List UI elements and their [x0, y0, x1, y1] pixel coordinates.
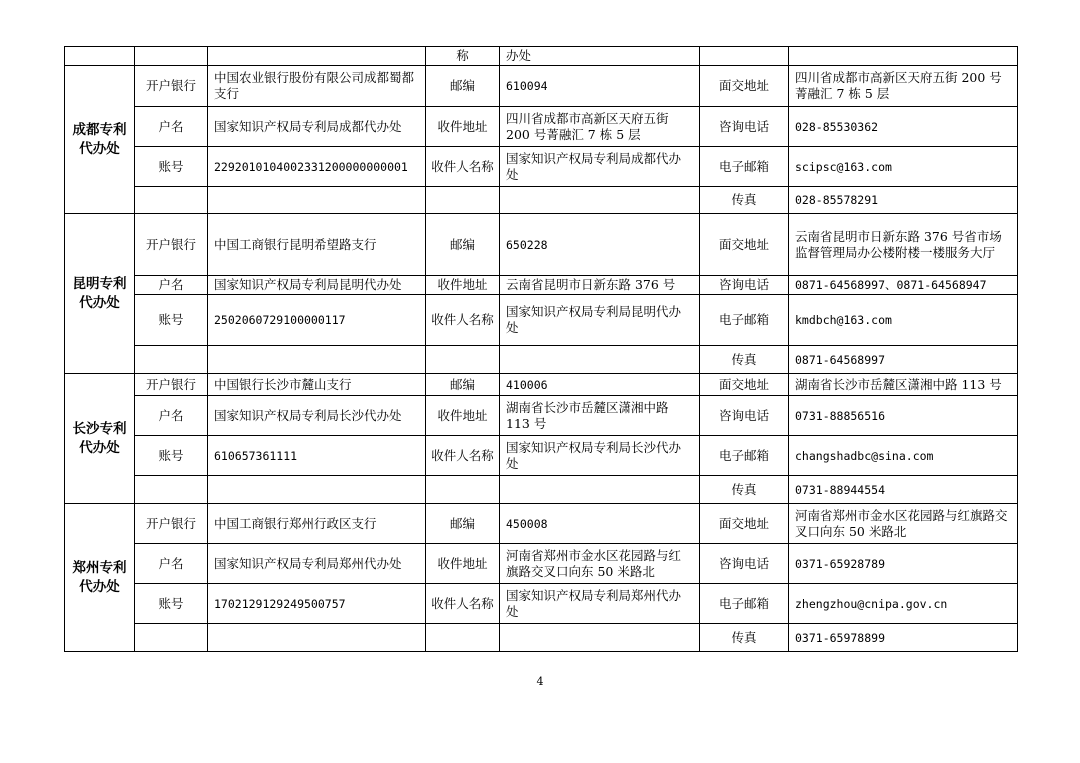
- label-recipient: 收件人名称: [426, 584, 500, 624]
- label-recipient: 收件人名称: [426, 147, 500, 187]
- label-account-name: 户名: [135, 544, 208, 584]
- mail-address-value: 云南省昆明市日新东路 376 号: [500, 276, 700, 295]
- label-phone: 咨询电话: [700, 107, 789, 147]
- label-account-number: 账号: [135, 147, 208, 187]
- label-visit-address: 面交地址: [700, 374, 789, 396]
- label-phone: 咨询电话: [700, 276, 789, 295]
- phone-value: 0371-65928789: [789, 544, 1018, 584]
- office-name-zhengzhou: 郑州专利代办处: [65, 504, 135, 652]
- label-bank: 开户银行: [135, 214, 208, 276]
- label-visit-address: 面交地址: [700, 504, 789, 544]
- fax-value: 0871-64568997: [789, 346, 1018, 374]
- label-postcode: 邮编: [426, 374, 500, 396]
- label-email: 电子邮箱: [700, 584, 789, 624]
- table-row: [65, 544, 1018, 584]
- account-number-value: 2502060729100000117: [208, 295, 426, 346]
- phone-value: 028-85530362: [789, 107, 1018, 147]
- label-recipient: 收件人名称: [426, 295, 500, 346]
- phone-value: 0731-88856516: [789, 396, 1018, 436]
- label-mail-address: 收件地址: [426, 396, 500, 436]
- label-mail-address: 收件地址: [426, 107, 500, 147]
- label-account-name: 户名: [135, 276, 208, 295]
- blank-cell: [426, 476, 500, 504]
- blank-cell: [500, 187, 700, 214]
- blank-cell: [65, 47, 135, 66]
- recipient-value: 国家知识产权局专利局郑州代办处: [500, 584, 700, 624]
- blank-cell: [208, 47, 426, 66]
- table-row: [65, 624, 1018, 652]
- label-fax: 传真: [700, 346, 789, 374]
- page-number: 4: [536, 675, 544, 688]
- postcode-value: 410006: [500, 374, 700, 396]
- bank-value: 中国银行长沙市麓山支行: [208, 374, 426, 396]
- table-row: [65, 147, 1018, 187]
- blank-cell: [208, 476, 426, 504]
- blank-cell: [426, 187, 500, 214]
- office-name-kunming: 昆明专利代办处: [65, 214, 135, 374]
- table-row: [65, 66, 1018, 107]
- blank-cell: [208, 624, 426, 652]
- recipient-value: 国家知识产权局专利局长沙代办处: [500, 436, 700, 476]
- email-value: changshadbc@sina.com: [789, 436, 1018, 476]
- label-email: 电子邮箱: [700, 436, 789, 476]
- table-row: [65, 504, 1018, 544]
- recipient-value: 国家知识产权局专利局成都代办处: [500, 147, 700, 187]
- account-number-value: 2292010104002331200000000001: [208, 147, 426, 187]
- label-visit-address: 面交地址: [700, 214, 789, 276]
- blank-cell: [789, 47, 1018, 66]
- table-row: [65, 187, 1018, 214]
- table-row: [65, 476, 1018, 504]
- visit-address-value: 四川省成都市高新区天府五街 200 号菁融汇 7 栋 5 层: [789, 66, 1018, 107]
- blank-cell: [500, 476, 700, 504]
- account-name-value: 国家知识产权局专利局长沙代办处: [208, 396, 426, 436]
- blank-cell: [500, 624, 700, 652]
- label-fax: 传真: [700, 624, 789, 652]
- table-row-continuation: [65, 47, 1018, 66]
- account-name-value: 国家知识产权局专利局昆明代办处: [208, 276, 426, 295]
- mail-address-value: 湖南省长沙市岳麓区潇湘中路 113 号: [500, 396, 700, 436]
- table-row: [65, 214, 1018, 276]
- continuation-value: 办处: [500, 47, 700, 66]
- blank-cell: [208, 187, 426, 214]
- label-postcode: 邮编: [426, 66, 500, 107]
- account-number-value: 1702129129249500757: [208, 584, 426, 624]
- postcode-value: 450008: [500, 504, 700, 544]
- table-row: [65, 584, 1018, 624]
- fax-value: 0731-88944554: [789, 476, 1018, 504]
- phone-value: 0871-64568997、0871-64568947: [789, 276, 1018, 295]
- label-visit-address: 面交地址: [700, 66, 789, 107]
- label-bank: 开户银行: [135, 504, 208, 544]
- label-recipient: 收件人名称: [426, 436, 500, 476]
- visit-address-value: 河南省郑州市金水区花园路与红旗路交叉口向东 50 米路北: [789, 504, 1018, 544]
- table-row: [65, 346, 1018, 374]
- email-value: scipsc@163.com: [789, 147, 1018, 187]
- email-value: kmdbch@163.com: [789, 295, 1018, 346]
- label-bank: 开户银行: [135, 66, 208, 107]
- mail-address-value: 四川省成都市高新区天府五街 200 号菁融汇 7 栋 5 层: [500, 107, 700, 147]
- mail-address-value: 河南省郑州市金水区花园路与红旗路交叉口向东 50 米路北: [500, 544, 700, 584]
- fax-value: 0371-65978899: [789, 624, 1018, 652]
- label-postcode: 邮编: [426, 214, 500, 276]
- blank-cell: [500, 346, 700, 374]
- postcode-value: 650228: [500, 214, 700, 276]
- visit-address-value: 云南省昆明市日新东路 376 号省市场监督管理局办公楼附楼一楼服务大厅: [789, 214, 1018, 276]
- label-account-number: 账号: [135, 436, 208, 476]
- account-name-value: 国家知识产权局专利局成都代办处: [208, 107, 426, 147]
- visit-address-value: 湖南省长沙市岳麓区潇湘中路 113 号: [789, 374, 1018, 396]
- office-name-chengdu: 成都专利代办处: [65, 66, 135, 214]
- label-mail-address: 收件地址: [426, 276, 500, 295]
- label-email: 电子邮箱: [700, 147, 789, 187]
- table-row: [65, 107, 1018, 147]
- office-name-changsha: 长沙专利代办处: [65, 374, 135, 504]
- label-account-number: 账号: [135, 295, 208, 346]
- continuation-label: 称: [426, 47, 500, 66]
- label-fax: 传真: [700, 476, 789, 504]
- account-name-value: 国家知识产权局专利局郑州代办处: [208, 544, 426, 584]
- blank-cell: [208, 346, 426, 374]
- recipient-value: 国家知识产权局专利局昆明代办处: [500, 295, 700, 346]
- bank-value: 中国工商银行昆明希望路支行: [208, 214, 426, 276]
- label-mail-address: 收件地址: [426, 544, 500, 584]
- postcode-value: 610094: [500, 66, 700, 107]
- label-email: 电子邮箱: [700, 295, 789, 346]
- bank-value: 中国农业银行股份有限公司成都蜀都支行: [208, 66, 426, 107]
- table-row: [65, 295, 1018, 346]
- label-phone: 咨询电话: [700, 544, 789, 584]
- label-phone: 咨询电话: [700, 396, 789, 436]
- bank-value: 中国工商银行郑州行政区支行: [208, 504, 426, 544]
- blank-cell: [135, 187, 208, 214]
- table-row: [65, 374, 1018, 396]
- label-account-name: 户名: [135, 396, 208, 436]
- blank-cell: [426, 346, 500, 374]
- label-postcode: 邮编: [426, 504, 500, 544]
- table-row: [65, 276, 1018, 295]
- label-account-name: 户名: [135, 107, 208, 147]
- email-value: zhengzhou@cnipa.gov.cn: [789, 584, 1018, 624]
- label-fax: 传真: [700, 187, 789, 214]
- blank-cell: [135, 476, 208, 504]
- patent-office-table: [64, 46, 1018, 652]
- account-number-value: 610657361111: [208, 436, 426, 476]
- blank-cell: [426, 624, 500, 652]
- label-bank: 开户银行: [135, 374, 208, 396]
- blank-cell: [135, 624, 208, 652]
- label-account-number: 账号: [135, 584, 208, 624]
- fax-value: 028-85578291: [789, 187, 1018, 214]
- blank-cell: [135, 47, 208, 66]
- blank-cell: [135, 346, 208, 374]
- table-row: [65, 396, 1018, 436]
- table-row: [65, 436, 1018, 476]
- blank-cell: [700, 47, 789, 66]
